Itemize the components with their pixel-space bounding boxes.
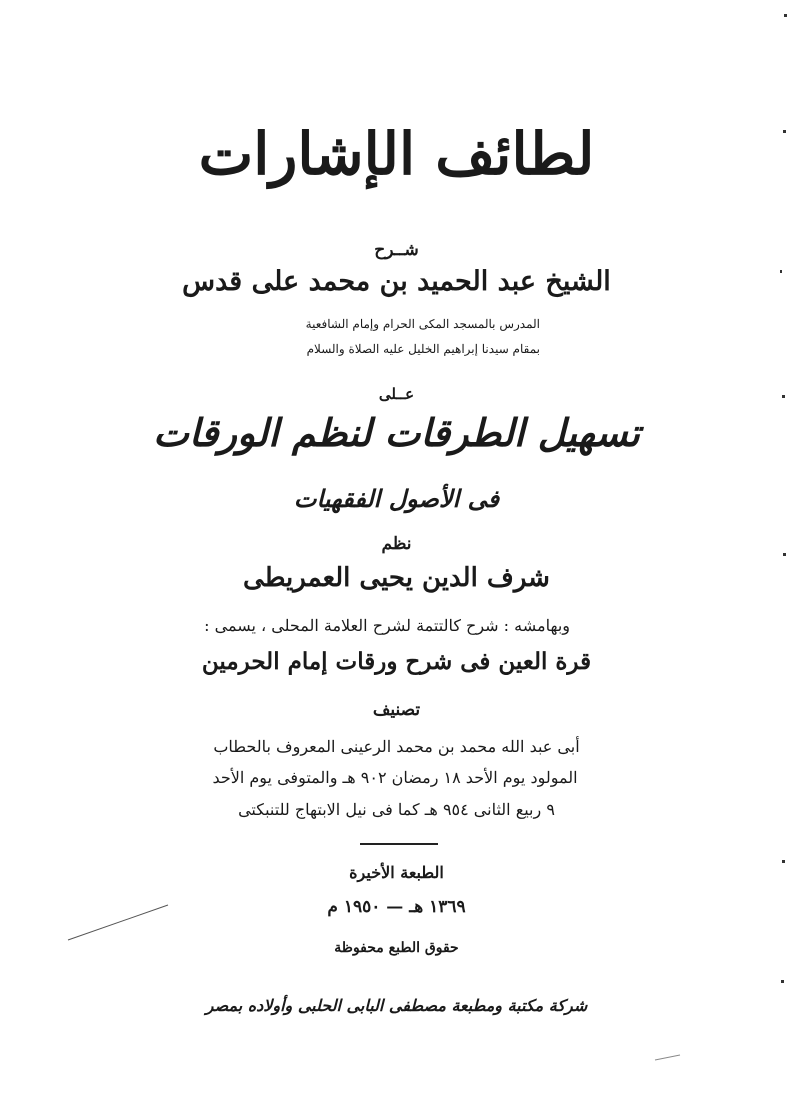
nazm-label: نظم [381,534,412,554]
edition-label: الطبعة الأخيرة [349,863,444,882]
rights-note: حقوق الطبع محفوظة [334,940,459,956]
poet-name: شرف الدين يحيى العمريطى [243,563,550,593]
scan-speck [783,553,786,556]
work-title: تسهيل الطرقات لنظم الورقات [153,410,640,455]
scan-speck [783,130,786,133]
second-author-line-3: ٩ ربيع الثانى ٩٥٤ هـ كما فى نيل الابتهاج للتنبكتى [238,800,555,819]
second-author-line-2: المولود يوم الأحد ١٨ رمضان ٩٠٢ هـ والمتوفى يوم الأحد [212,768,578,787]
work-subtitle: فى الأصول الفقهيات [293,484,500,513]
scan-speck [780,270,782,273]
scan-speck [784,14,787,17]
scan-speck [782,395,785,398]
sharh-label: شــرح [374,240,419,260]
margin-work-title: قرة العين فى شرح ورقات إمام الحرمين [201,648,592,675]
author-location: بمقام سيدنا إبراهيم الخليل عليه الصلاة والسلام [306,342,540,356]
scan-speck [781,980,784,983]
divider [360,843,438,845]
main-title: لطائف الإشارات [198,120,595,188]
scan-speck [782,860,785,863]
edition-date: ١٣٦٩ هـ — ١٩٥٠ م [327,897,466,917]
second-author-line-1: أبى عبد الله محمد بن محمد الرعينى المعروف بالحطاب [213,737,580,756]
author-role: المدرس بالمسجد المكى الحرام وإمام الشافعية [305,317,540,331]
ala-label: عــلى [378,385,415,403]
author-name: الشيخ عبد الحميد بن محمد على قدس [182,266,611,297]
publisher: شركة مكتبة ومطبعة مصطفى البابى الحلبى وأولاده بمصر [205,996,588,1015]
margin-note: وبهامشه : شرح كالتتمة لشرح العلامة المحلى ، يسمى : [204,616,570,635]
tasnif-label: تصنيف [372,700,421,720]
